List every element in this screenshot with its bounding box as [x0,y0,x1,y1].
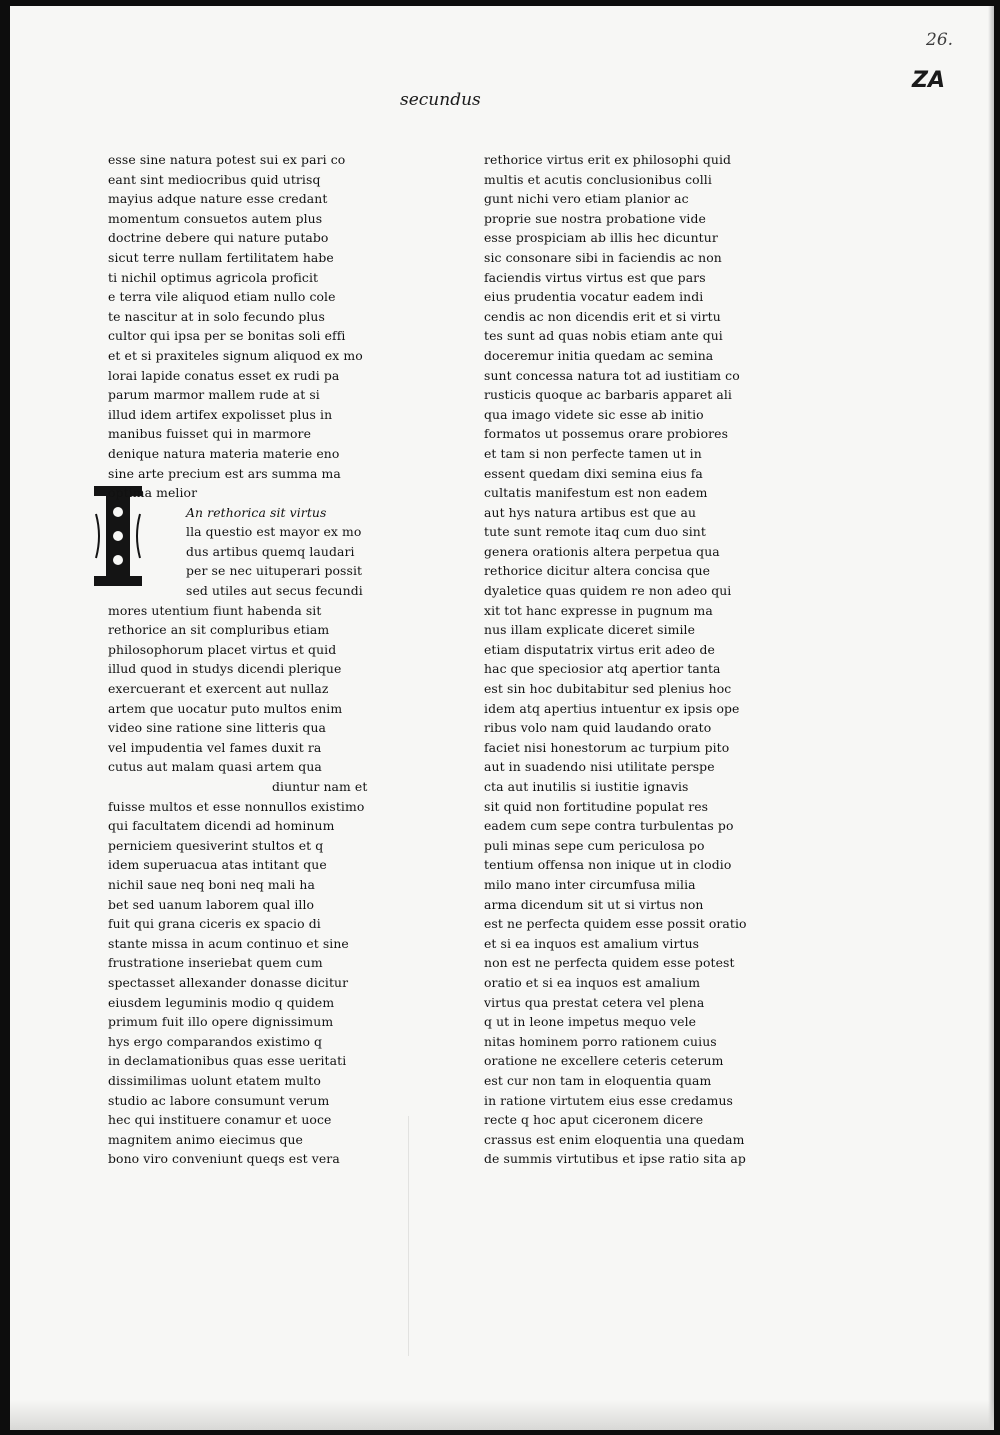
text-line: eadem cum sepe contra turbulentas po [484,818,734,834]
signature-mark: ZA [912,68,945,93]
text-line: aut in suadendo nisi utilitate perspe [484,759,715,775]
text-line: cta aut inutilis si iustitie ignavis [484,779,689,794]
text-line: mores utentium fiunt habenda sit [108,602,322,618]
text-line: de summis virtutibus et ipse ratio sita ap [484,1151,746,1167]
text-line: vel impudentia vel fames duxit ra [108,739,322,755]
text-line: e terra vile aliquod etiam nullo cole [108,289,336,305]
text-line: rethorice dicitur altera concisa que [484,563,711,579]
text-line: illud idem artifex expolisset plus in [108,406,333,422]
text-line: hac que speciosior atq apertior tanta [484,661,721,677]
text-line: est cur non tam in eloquentia quam [484,1072,712,1088]
text-line: fuit qui grana ciceris ex spacio di [108,916,321,932]
text-line: idem superuacua atas intitant que [108,857,327,873]
text-line: esse prospiciam ab illis hec dicuntur [484,230,718,246]
text-line: recte q hoc aput ciceronem dicere [484,1112,704,1128]
text-line: crassus est enim eloquentia una quedam [484,1131,745,1147]
text-line: qui facultatem dicendi ad hominum [108,818,335,834]
text-line: diuntur nam et [272,779,368,794]
text-line: cutus aut malam quasi artem qua [108,759,322,775]
text-line: doceremur initia quedam ac semina [484,347,714,363]
text-line: milo mano inter circumfusa milia [484,876,696,892]
text-line: parum marmor mallem rude at si [108,387,320,403]
text-line: philosophorum placet virtus et quid [108,641,337,657]
text-line: per se nec uituperari possit [186,563,363,579]
text-line: stante missa in acum continuo et sine [108,935,349,951]
text-line: faciet nisi honestorum ac turpium pito [484,739,730,755]
text-line: sunt concessa natura tot ad iustitiam co [484,367,740,383]
text-line: denique natura materia materie eno [108,445,340,461]
text-line: nichil saue neq boni neq mali ha [108,876,315,892]
folio-number: 26. [926,30,954,50]
text-line: esse sine natura potest sui ex pari co [108,152,346,167]
text-line: nus illam explicate diceret simile [484,622,696,638]
text-line: etiam disputatrix virtus erit adeo de [484,641,715,657]
text-column-left [108,150,410,1167]
text-line: eius prudentia vocatur eadem indi [484,289,704,305]
text-line: tute sunt remote itaq cum duo sint [484,524,706,540]
text-line: lla questio est mayor ex mo [186,524,362,540]
text-line: sic consonare sibi in faciendis ac non [484,249,722,265]
text-line: q ut in leone impetus mequo vele [484,1014,697,1030]
text-line: ribus volo nam quid laudando orato [484,720,712,736]
text-line: cendis ac non dicendis erit et si virtu [484,308,721,324]
text-line: sit quid non fortitudine populat res [484,798,709,814]
text-line: qua imago videte sic esse ab initio [484,406,704,422]
text-line: rethorice virtus erit ex philosophi quid [484,152,732,167]
text-line: dissimilimas uolunt etatem multo [108,1072,321,1088]
text-line: virtus qua prestat cetera vel plena [484,994,705,1010]
text-line: dus artibus quemq laudari [186,543,355,559]
text-line: genera orationis altera perpetua qua [484,543,720,559]
text-line: fuisse multos et esse nonnullos existimo [108,798,365,814]
text-line: non est ne perfecta quidem esse potest [484,955,735,971]
text-line: sicut terre nullam fertilitatem habe [108,249,334,265]
manuscript-page [10,6,994,1430]
text-column-right [484,150,796,1167]
text-line: perniciem quesiverint stultos et q [108,837,324,853]
text-line: spectasset allexander donasse dicitur [108,974,349,990]
text-line: faciendis virtus virtus est que pars [484,269,706,285]
text-line: tes sunt ad quas nobis etiam ante qui [484,328,723,344]
text-line: lorai lapide conatus esset ex rudi pa [108,367,340,383]
text-line: eiusdem leguminis modio q quidem [108,994,335,1010]
text-line: in ratione virtutem eius esse credamus [484,1092,733,1108]
text-line: rusticis quoque ac barbaris apparet ali [484,387,732,403]
text-line: doctrine debere qui nature putabo [108,230,329,246]
text-line: nitas hominem porro rationem cuius [484,1033,717,1049]
text-line: sine arte precium est ars summa ma [108,465,341,481]
text-line: magnitem animo eiecimus que [108,1131,303,1147]
text-line: puli minas sepe cum periculosa po [484,837,705,853]
text-line: est ne perfecta quidem esse possit oratio [484,916,747,932]
text-line: aut hys natura artibus est que au [484,504,697,520]
text-line: optima melior [108,485,198,501]
text-line: essent quedam dixi semina eius fa [484,465,703,481]
text-line: bet sed uanum laborem qual illo [108,896,315,912]
text-line: arma dicendum sit ut si virtus non [484,896,704,912]
text-line: dyaletice quas quidem re non adeo qui [484,583,732,599]
text-line: et si ea inquos est amalium virtus [484,935,700,951]
text-line: formatos ut possemus orare probiores [484,426,729,442]
text-line: oratione ne excellere ceteris ceterum [484,1053,724,1069]
text-line: in declamationibus quas esse ueritati [108,1053,347,1069]
text-line: frustratione inseriebat quem cum [108,955,323,971]
initial-letter-text: I [118,542,119,543]
text-line: manibus fuisset qui in marmore [108,426,312,442]
text-line: momentum consuetos autem plus [108,210,323,226]
text-line: tentium offensa non inique ut in clodio [484,857,732,873]
text-line: exercuerant et exercent aut nullaz [108,681,329,697]
text-line: et tam si non perfecte tamen ut in [484,445,702,461]
text-line: ti nichil optimus agricola proficit [108,269,319,285]
text-line: cultor qui ipsa per se bonitas soli effi [108,328,346,344]
text-line: rethorice an sit compluribus etiam [108,622,330,638]
text-line: primum fuit illo opere dignissimum [108,1014,334,1030]
text-line: illud quod in studys dicendi plerique [108,661,342,677]
text-line: video sine ratione sine litteris qua [108,720,327,736]
text-line: multis et acutis conclusionibus colli [484,171,712,187]
text-line: sed utiles aut secus fecundi [186,583,363,599]
text-line: bono viro conveniunt queqs est vera [108,1151,340,1167]
chapter-heading: An rethorica sit virtus [186,504,327,520]
text-line: idem atq apertius intuentur ex ipsis ope [484,700,740,716]
text-line: hys ergo comparandos existimo q [108,1033,323,1049]
page-edge-shadow [988,6,994,1430]
text-line: hec qui instituere conamur et uoce [108,1112,332,1128]
text-line: studio ac labore consumunt verum [108,1092,330,1108]
text-line: mayius adque nature esse credant [108,191,328,207]
text-line: xit tot hanc expresse in pugnum ma [484,602,713,618]
text-line: te nascitur at in solo fecundo plus [108,308,325,324]
page-bottom-shadow [10,1400,994,1430]
text-line: eant sint mediocribus quid utrisq [108,171,321,187]
text-line: proprie sue nostra probatione vide [484,210,706,226]
text-line: artem que uocatur puto multos enim [108,700,343,716]
text-line: est sin hoc dubitabitur sed plenius hoc [484,681,732,697]
ruling-line [408,1116,409,1356]
text-line: oratio et si ea inquos est amalium [484,974,701,990]
running-head: secundus [400,90,481,110]
text-line: gunt nichi vero etiam planior ac [484,191,689,207]
text-line: cultatis manifestum est non eadem [484,485,708,501]
text-line: et et si praxiteles signum aliquod ex mo [108,347,363,363]
